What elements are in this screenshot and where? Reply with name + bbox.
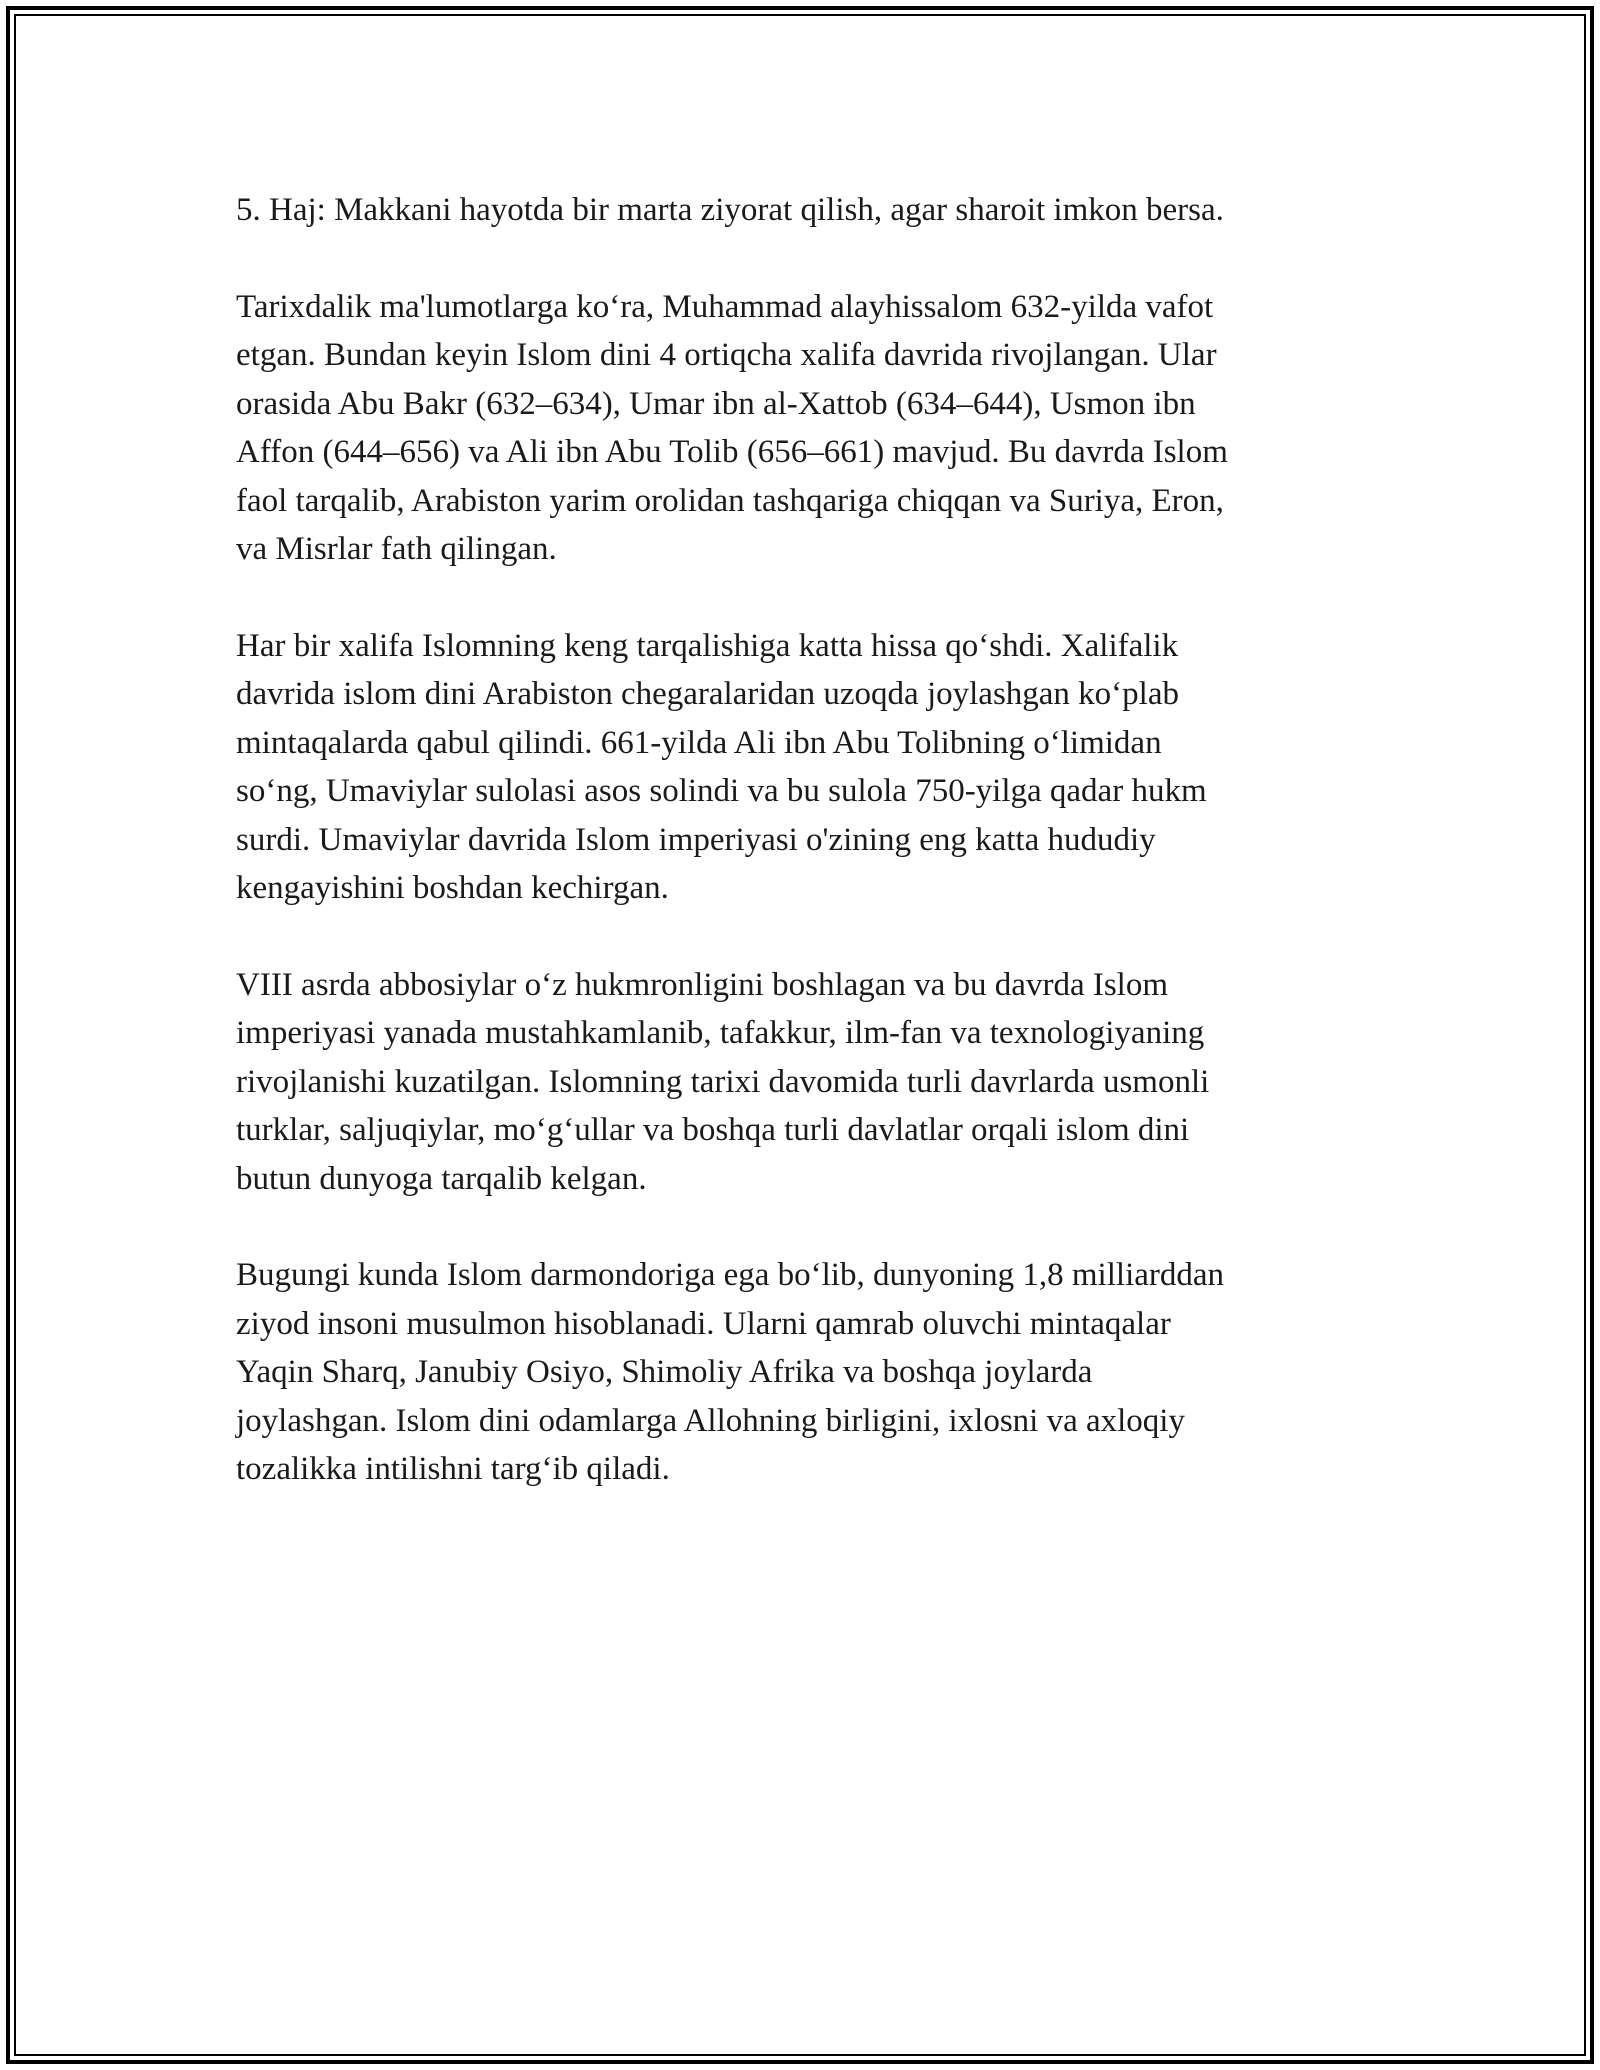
paragraph-abbasids: VIII asrda abbosiylar o‘z hukmronligini boshlagan va bu davrda Islom imperiyasi yanada mustahkamlanib, tafakkur, ilm-fan va texnologiyaning rivojlanishi kuzatilgan. Islomning tarixi davomida turli davrlarda usmonli turklar, saljuqiylar, mo‘g‘ullar va boshqa turli davlatlar orqali islom dini butun dunyoga tarqalib kelgan. — [236, 966, 1210, 1197]
paragraph-caliphs: Tarixdalik ma'lumotlarga ko‘ra, Muhammad alayhissalom 632-yilda vafot etgan. Bundan keyin Islom dini 4 ortiqcha xalifa davrida rivojlangan. Ular orasida Abu Bakr (632–634), Umar ibn al-Xattob (634–644), Usmon ibn Affon (644–656) va Ali ibn Abu Tolib (656–661) mavjud. Bu davrda Islom faol tarqalib, Arabiston yarim orolidan tashqariga chiqqan va Suriya, Eron, va Misrlar fath qilingan. — [236, 288, 1228, 567]
document-body — [236, 186, 1366, 1542]
paragraph-today: Bugungi kunda Islom darmondoriga ega bo‘lib, dunyoning 1,8 milliarddan ziyod insoni musulmon hisoblanadi. Ularni qamrab oluvchi mintaqalar Yaqin Sharq, Janubiy Osiyo, Shimoliy Afrika va boshqa joylarda joylashgan. Islom dini odamlarga Allohning birligini, ixlosni va axloqiy tozalikka intilishni targ‘ib qiladi. — [236, 1257, 1225, 1487]
paragraph-umayyads: Har bir xalifa Islomning keng tarqalishiga katta hissa qo‘shdi. Xalifalik davrida islom dini Arabiston chegaralaridan uzoqda joylashgan ko‘plab mintaqalarda qabul qilindi. 661-yilda Ali ibn Abu Tolibning o‘limidan so‘ng, Umaviylar sulolasi asos solindi va bu sulola 750-yilga qadar hukm surdi. Umaviylar davrida Islom imperiyasi o'zining eng katta hududiy kengayishini boshdan kechirgan. — [236, 627, 1207, 906]
paragraph-haj: 5. Haj: Makkani hayotda bir marta ziyorat qilish, agar sharoit imkon bersa. — [236, 192, 1224, 228]
